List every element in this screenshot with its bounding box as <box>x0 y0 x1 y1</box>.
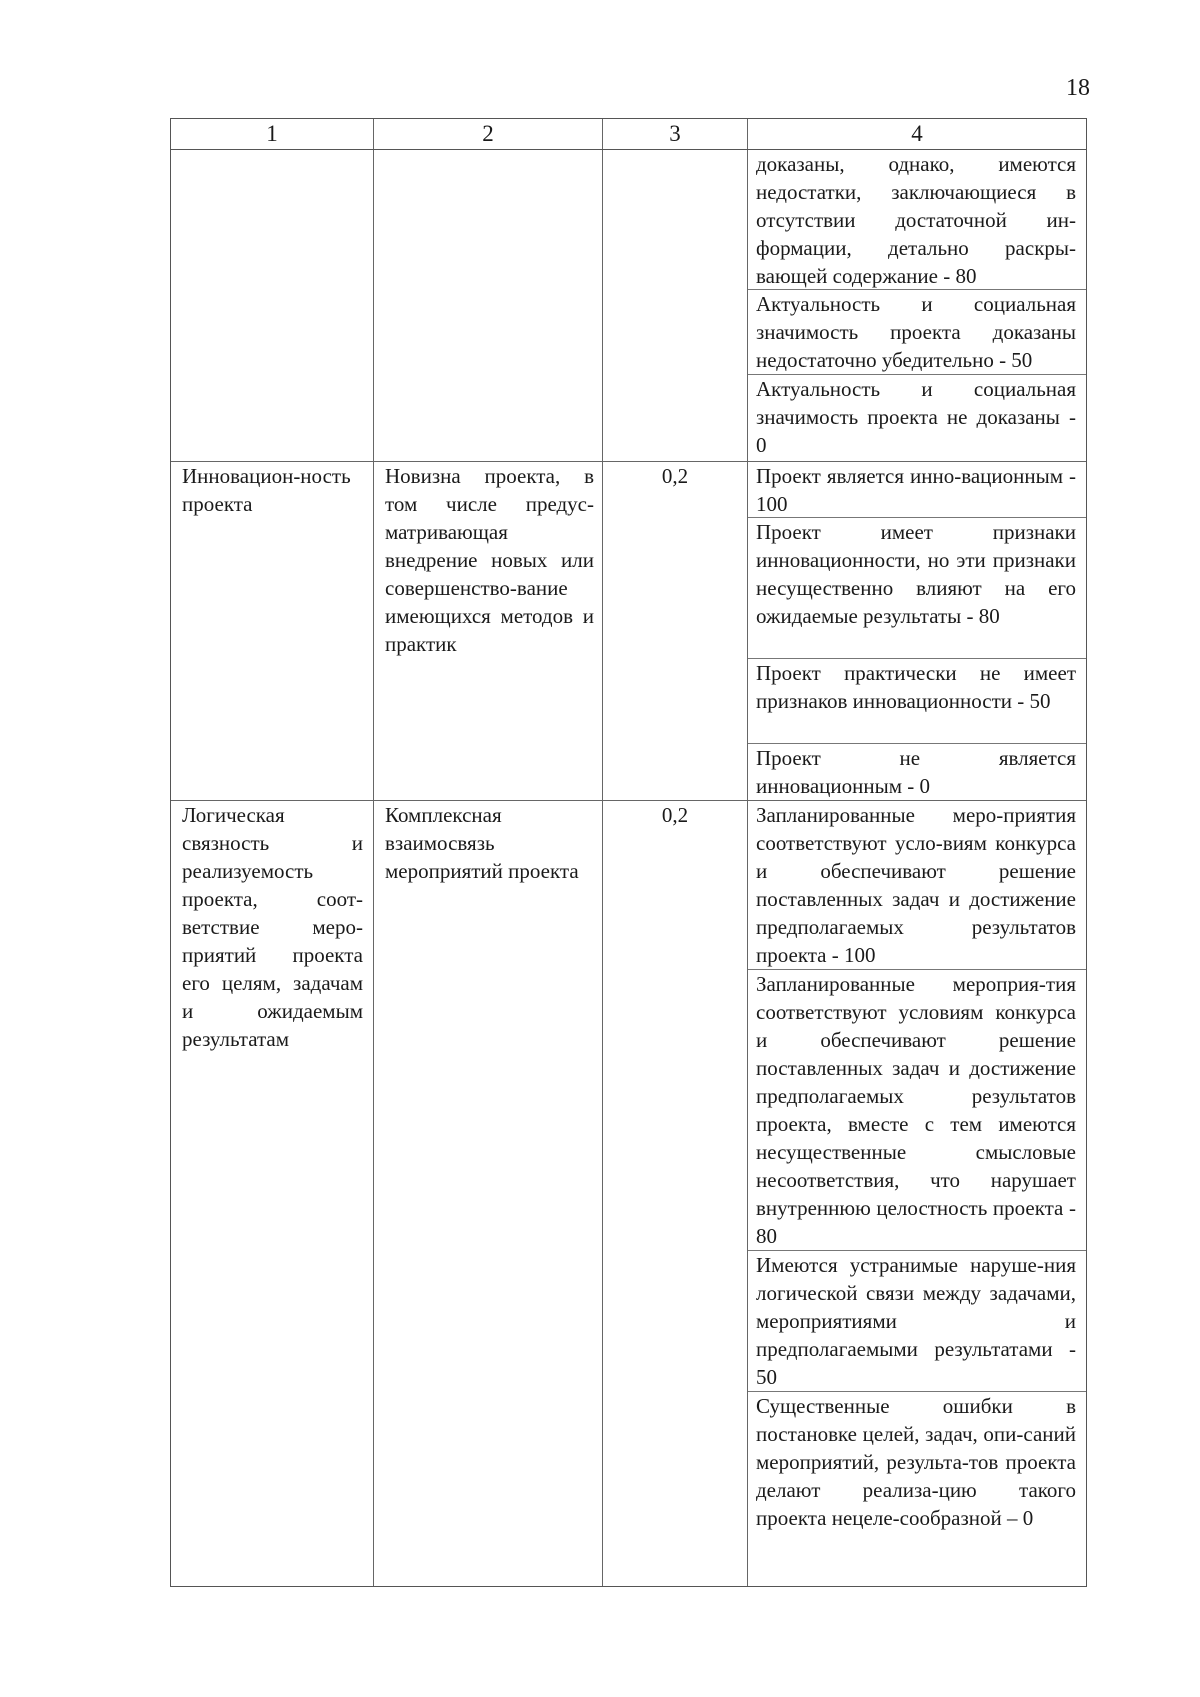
score-option: Проект не является инновационным - 0 <box>756 746 1076 798</box>
table-row <box>171 801 1086 1586</box>
score-option: Актуальность и социальная значимость проекта не доказаны - 0 <box>756 377 1076 457</box>
score-option: Запланированные меро-приятия соответствуют усло-виям конкурса и обеспечивают решение поставленных задач и достижение предполагаемых результатов проекта - 100 <box>748 801 1086 970</box>
score-option: Имеются устранимые наруше-ния логической связи между задачами, мероприятиями и предполагаемыми результатами - 50 <box>748 1251 1086 1392</box>
weight-cell: 0,2 <box>603 801 748 1586</box>
page-number: 18 <box>1066 75 1090 101</box>
scores-cell <box>748 150 1086 461</box>
weight-cell <box>603 150 748 461</box>
score-option: Проект практически не имеет признаков инновационности - 50 <box>748 659 1086 744</box>
criterion-cell: Инновацион-ность проекта <box>171 462 374 800</box>
criterion-cell <box>171 150 374 461</box>
description-cell: Новизна проекта, в том числе предус-матривающая внедрение новых или совершенство-вание имеющихся методов и практик <box>374 462 603 800</box>
description-cell: Комплексная взаимосвязь мероприятий проекта <box>374 801 603 1586</box>
column-header-4: 4 <box>911 121 923 146</box>
criterion-cell: Логическая связность и реализуемость проекта, соот-ветствие меро-приятий проекта его целям, задачам и ожидаемым результатам <box>171 801 374 1586</box>
score-option: Запланированные мероприя-тия соответствуют условиям конкурса и обеспечивают решение поставленных задач и достижение предполагаемых результатов проекта, вместе с тем имеются несущественные смысловые несоответствия, что нарушает внутреннюю целостность проекта - 80 <box>748 970 1086 1251</box>
table-row <box>171 462 1086 801</box>
score-option: Проект является инно-вационным - 100 <box>748 462 1086 518</box>
column-header-2: 2 <box>374 119 603 149</box>
evaluation-criteria-table <box>170 118 1087 1587</box>
column-header-1: 1 <box>171 119 374 149</box>
scores-cell <box>748 801 1086 1586</box>
score-option: Актуальность и социальная значимость проекта доказаны недостаточно убедительно - 50 <box>748 290 1086 375</box>
description-cell <box>374 150 603 461</box>
table-header-row <box>171 119 1086 150</box>
table-row <box>171 150 1086 462</box>
column-header-3: 3 <box>603 119 748 149</box>
score-option: Существенные ошибки в постановке целей, задач, опи-саний мероприятий, результа-тов проекта делают реализа-цию такого проекта нецеле-сообразной – 0 <box>756 1394 1076 1530</box>
scores-cell <box>748 462 1086 800</box>
score-option: доказаны, однако, имеются недостатки, заключающиеся в отсутствии достаточной ин-формации, детально раскры-вающей содержание - 80 <box>748 150 1086 290</box>
weight-cell: 0,2 <box>603 462 748 800</box>
score-option: Проект имеет признаки инновационности, но эти признаки несущественно влияют на его ожидаемые результаты - 80 <box>748 518 1086 659</box>
